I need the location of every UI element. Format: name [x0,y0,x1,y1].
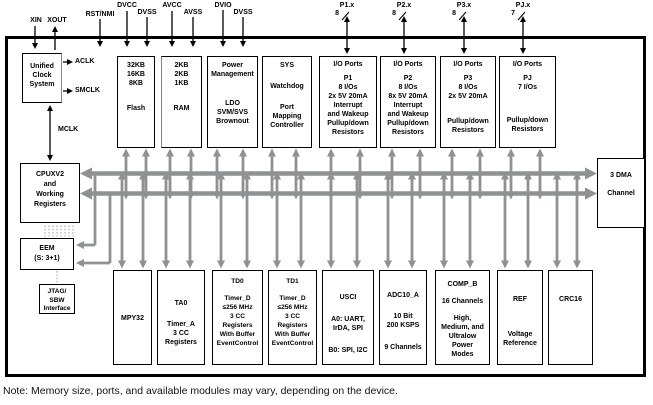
pin-label-avss: AVSS [183,9,203,16]
pin-label-avcc: AVCC [162,2,182,9]
port-bus-width-p3x: 8 [452,10,456,17]
text-line: 3 CC [284,313,301,320]
block-unified-clock-system [22,53,62,103]
text-line: 8 I/Os [338,84,358,91]
text-line: P2 [403,75,413,82]
text-line: TA0 [174,300,188,307]
text-line: Mapping [272,113,302,120]
text-line: REF [513,296,527,303]
text-line: System [29,81,55,88]
port-pin-label-p1x: P1.x [339,2,355,9]
text-line: Working [36,191,64,198]
block-crc16 [548,270,593,365]
text-line: 200 KSPS [386,322,420,329]
text-line: With Buffer [274,331,311,338]
text-line: 8x 5V 20mA [388,93,428,100]
port-bus-width-pjx: 7 [511,10,515,17]
text-line: 2KB [174,71,189,78]
text-line: With Buffer [219,331,256,338]
text-line: 2x 5V 20mA [448,93,488,100]
pin-label-xout: XOUT [47,17,67,24]
text-line: 3 CC [229,313,246,320]
text-line: and [43,181,57,188]
text-line: Timer_D [279,295,306,302]
text-line: (S: 3+1) [34,255,60,262]
pin-label-dvss-1: DVSS [137,9,157,16]
text-line: Registers [277,322,308,329]
text-line: TD1 [286,278,299,285]
text-line: and Wakeup [327,111,369,118]
text-line: B0: SPI, I2C [328,347,368,354]
signal-label-aclk: ACLK [75,58,95,65]
port-bus-width-p2x: 8 [392,10,396,17]
text-line: Timer_D [224,295,251,302]
block-dma [597,158,645,228]
text-line: Timer_A [167,321,195,328]
text-line: EEM [39,245,55,252]
block-jtag-sbw-interface [39,284,75,314]
text-line: Watchdog [270,83,304,90]
text-line: SYS [279,62,294,69]
text-line: Registers [165,339,197,346]
text-line: I/O Ports [512,61,543,68]
text-line: CPUXV2 [35,171,64,178]
text-line: Port [280,104,294,111]
text-line: A0: UART, [331,316,365,323]
text-line: Pullup/down [506,117,549,124]
block-mpy32 [113,270,152,365]
block-timer-a [157,270,205,365]
text-line: EventControl [216,340,259,347]
text-line: 32KB [127,62,145,69]
text-line: Channel [607,190,635,197]
text-line: MPY32 [121,315,144,322]
text-line: 10 Bit [393,313,413,320]
pin-label-dvcc: DVCC [117,2,137,9]
text-line: Modes [451,351,474,358]
text-line: Pullup/down [447,118,489,125]
block-power-management [207,56,258,148]
text-line: 8 I/Os [398,84,418,91]
block-io-port-p2 [380,56,436,148]
text-line: SVM/SVS [216,109,249,116]
text-line: 3 DMA [610,172,632,179]
text-line: Medium, and [441,324,484,331]
signal-label-smclk: SMCLK [75,87,100,94]
port-pin-label-p2x: P2.x [396,2,412,9]
text-line: Interface [43,305,71,312]
text-line: Pullup/down [327,120,369,127]
text-line: EventControl [271,340,314,347]
text-line: PJ [523,75,532,82]
pin-label-xin: XIN [30,17,42,24]
text-line: Resistors [332,129,364,136]
text-line: TD0 [231,278,244,285]
block-io-port-p1 [319,56,377,148]
text-line: Registers [34,201,66,208]
block-ram [161,56,202,148]
text-line: P3 [463,75,473,82]
text-line: Brownout [216,118,249,125]
text-line: Resistors [452,127,484,134]
text-line: I/O Ports [453,61,483,68]
text-line: Controller [270,122,304,129]
text-line: I/O Ports [333,61,363,68]
text-line: 1KB [174,80,189,87]
text-line: ≤256 MHz [277,304,308,311]
text-line: SBW [49,296,65,304]
text-line: CRC16 [559,296,582,303]
pin-label-dvio: DVIO [214,2,232,9]
text-line: COMP_B [447,281,478,288]
text-line: Unified [30,63,54,70]
text-line: Interrupt [393,102,423,109]
text-line: ADC10_A [387,292,419,299]
text-line: 2x 5V 20mA [328,93,368,100]
text-line: and Wakeup [387,111,429,118]
port-bus-width-p1x: 8 [335,10,339,17]
text-line: 16 Channels [441,298,484,305]
footnote: Note: Memory size, ports, and available modules may vary, depending on the device. [3,385,398,397]
block-sys [262,56,312,148]
text-line: 7 I/Os [517,84,538,91]
text-line: Clock [32,72,52,79]
text-line: Voltage [507,331,533,338]
block-timer-d0 [212,270,263,365]
text-line: 16KB [127,71,145,78]
block-ref [497,270,543,365]
block-comp-b [435,270,490,365]
text-line: Power [221,62,243,69]
text-line: ≤256 MHz [222,304,253,311]
text-line: 3 CC [173,330,189,337]
text-line: P1 [343,75,353,82]
block-eem [20,238,74,270]
block-flash [117,56,155,148]
block-io-port-p3 [440,56,496,148]
text-line: 2KB [174,62,189,69]
block-usci [322,270,374,365]
text-line: 8 I/Os [458,84,478,91]
text-line: Interrupt [333,102,363,109]
pin-label-rst-nmi: RST/NMI [85,11,115,18]
text-line: 9 Channels [384,344,422,351]
text-line: Resistors [511,126,544,133]
text-line: Ultralow [448,333,477,340]
block-timer-d1 [268,270,317,365]
block-cpu [20,163,80,223]
block-adc10 [379,270,427,365]
text-line: LDO [225,100,240,107]
text-line: High, [453,315,472,322]
signal-label-mclk: MCLK [58,126,79,133]
text-line: IrDA, SPI [333,325,363,332]
text-line: USCI [339,294,357,301]
block-io-port-pj [499,56,556,148]
text-line: I/O Ports [393,61,423,68]
text-line: JTAG/ [47,288,67,295]
text-line: Management [211,71,254,78]
text-line: Registers [222,322,253,329]
text-line: RAM [173,105,190,112]
text-line: Flash [126,105,146,112]
port-pin-label-p3x: P3.x [456,2,472,9]
text-line: Reference [503,340,537,347]
pin-label-dvss-2: DVSS [233,9,253,16]
port-pin-label-pjx: PJ.x [515,2,531,9]
text-line: Resistors [392,129,424,136]
text-line: 8KB [128,80,143,87]
text-line: Pullup/down [387,120,429,127]
text-line: Power [451,342,473,349]
